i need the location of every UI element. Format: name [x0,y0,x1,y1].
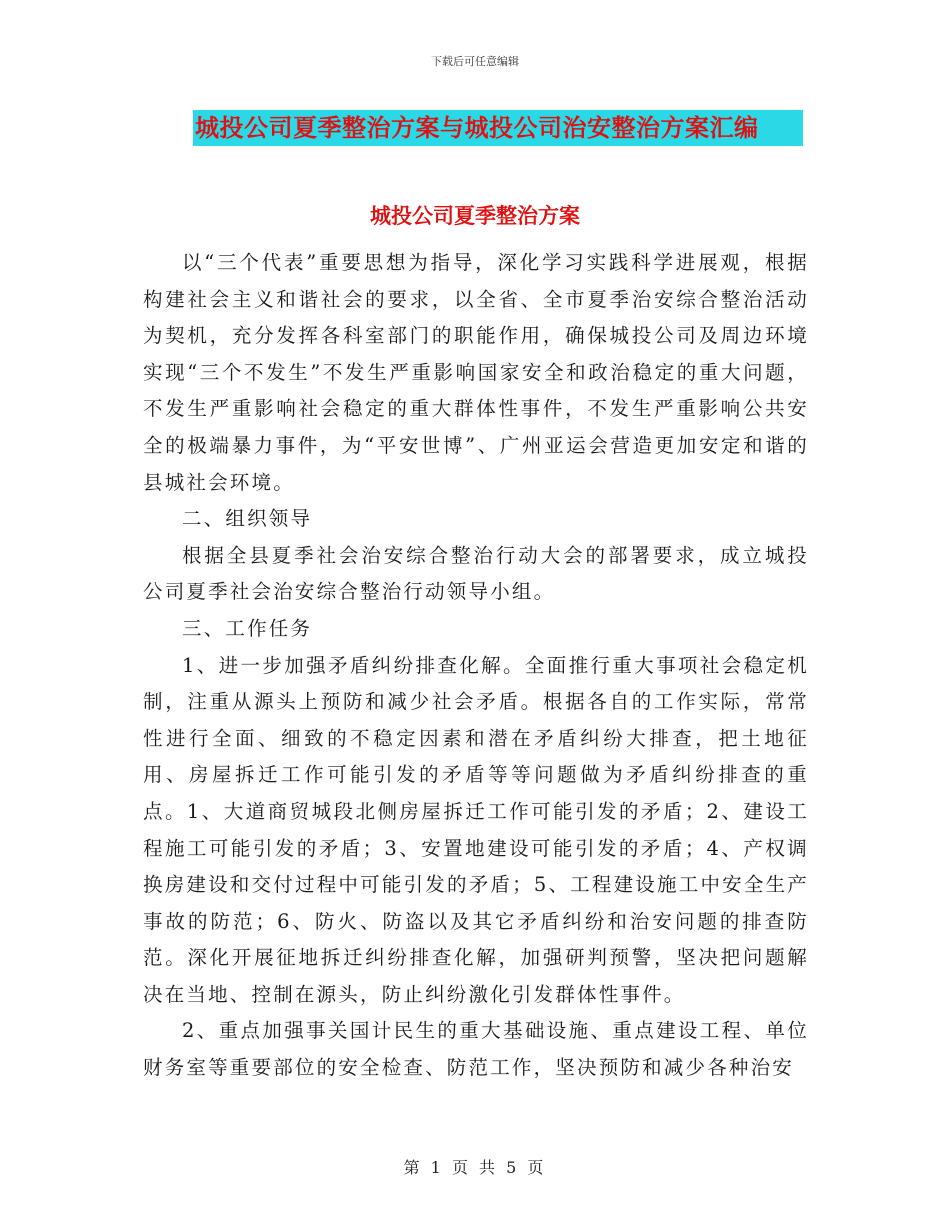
paragraph-task-1: 1、进一步加强矛盾纠纷排查化解。全面推行重大事项社会稳定机制，注重从源头上预防和减少社会矛盾。根据各自的工作实际，常常性进行全面、细致的不稳定因素和潜在矛盾纠纷大排查，把土地征用、房屋拆迁工作可能引发的矛盾等等问题做为矛盾纠纷排查的重点。1、大道商贸城段北侧房屋拆迁工作可能引发的矛盾；2、建设工程施工可能引发的矛盾；3、安置地建设可能引发的矛盾；4、产权调换房建设和交付过程中可能引发的矛盾；5、工程建设施工中安全生产事故的防范；6、防火、防盗以及其它矛盾纠纷和治安问题的排查防范。深化开展征地拆迁纠纷排查化解，加强研判预警，坚决把问题解决在当地、控制在源头，防止纠纷激化引发群体性事件。 [143,653,809,1006]
paragraph-task-2: 2、重点加强事关国计民生的重大基础设施、重点建设工程、单位财务室等重要部位的安全检查、防范工作，坚决预防和减少各种治安 [143,1019,809,1080]
page-footer: 第 1 页 共 5 页 [403,1158,547,1177]
heading-tasks: 三、工作任务 [182,616,313,640]
heading-organization: 二、组织领导 [182,507,313,531]
document-title: 城投公司夏季整治方案与城投公司治安整治方案汇编 [195,113,759,142]
document-body [143,245,809,1087]
paragraph-organization: 根据全县夏季社会治安综合整治行动大会的部署要求，成立城投公司夏季社会治安综合整治行动领导小组。 [143,543,809,604]
page-header-note: 下载后可任意编辑 [431,55,519,68]
paragraph-guiding-ideology: 以“三个代表”重要思想为指导，深化学习实践科学进展观，根据构建社会主义和谐社会的要求，以全省、全市夏季治安综合整治活动为契机，充分发挥各科室部门的职能作用，确保城投公司及周边环境实现“三个不发生”不发生严重影响国家安全和政治稳定的重大问题，不发生严重影响社会稳定的重大群体性事件，不发生严重影响公共安全的极端暴力事件，为“平安世博”、广州亚运会营造更加安定和谐的县城社会环境。 [143,251,809,494]
section-title: 城投公司夏季整治方案 [370,203,580,228]
